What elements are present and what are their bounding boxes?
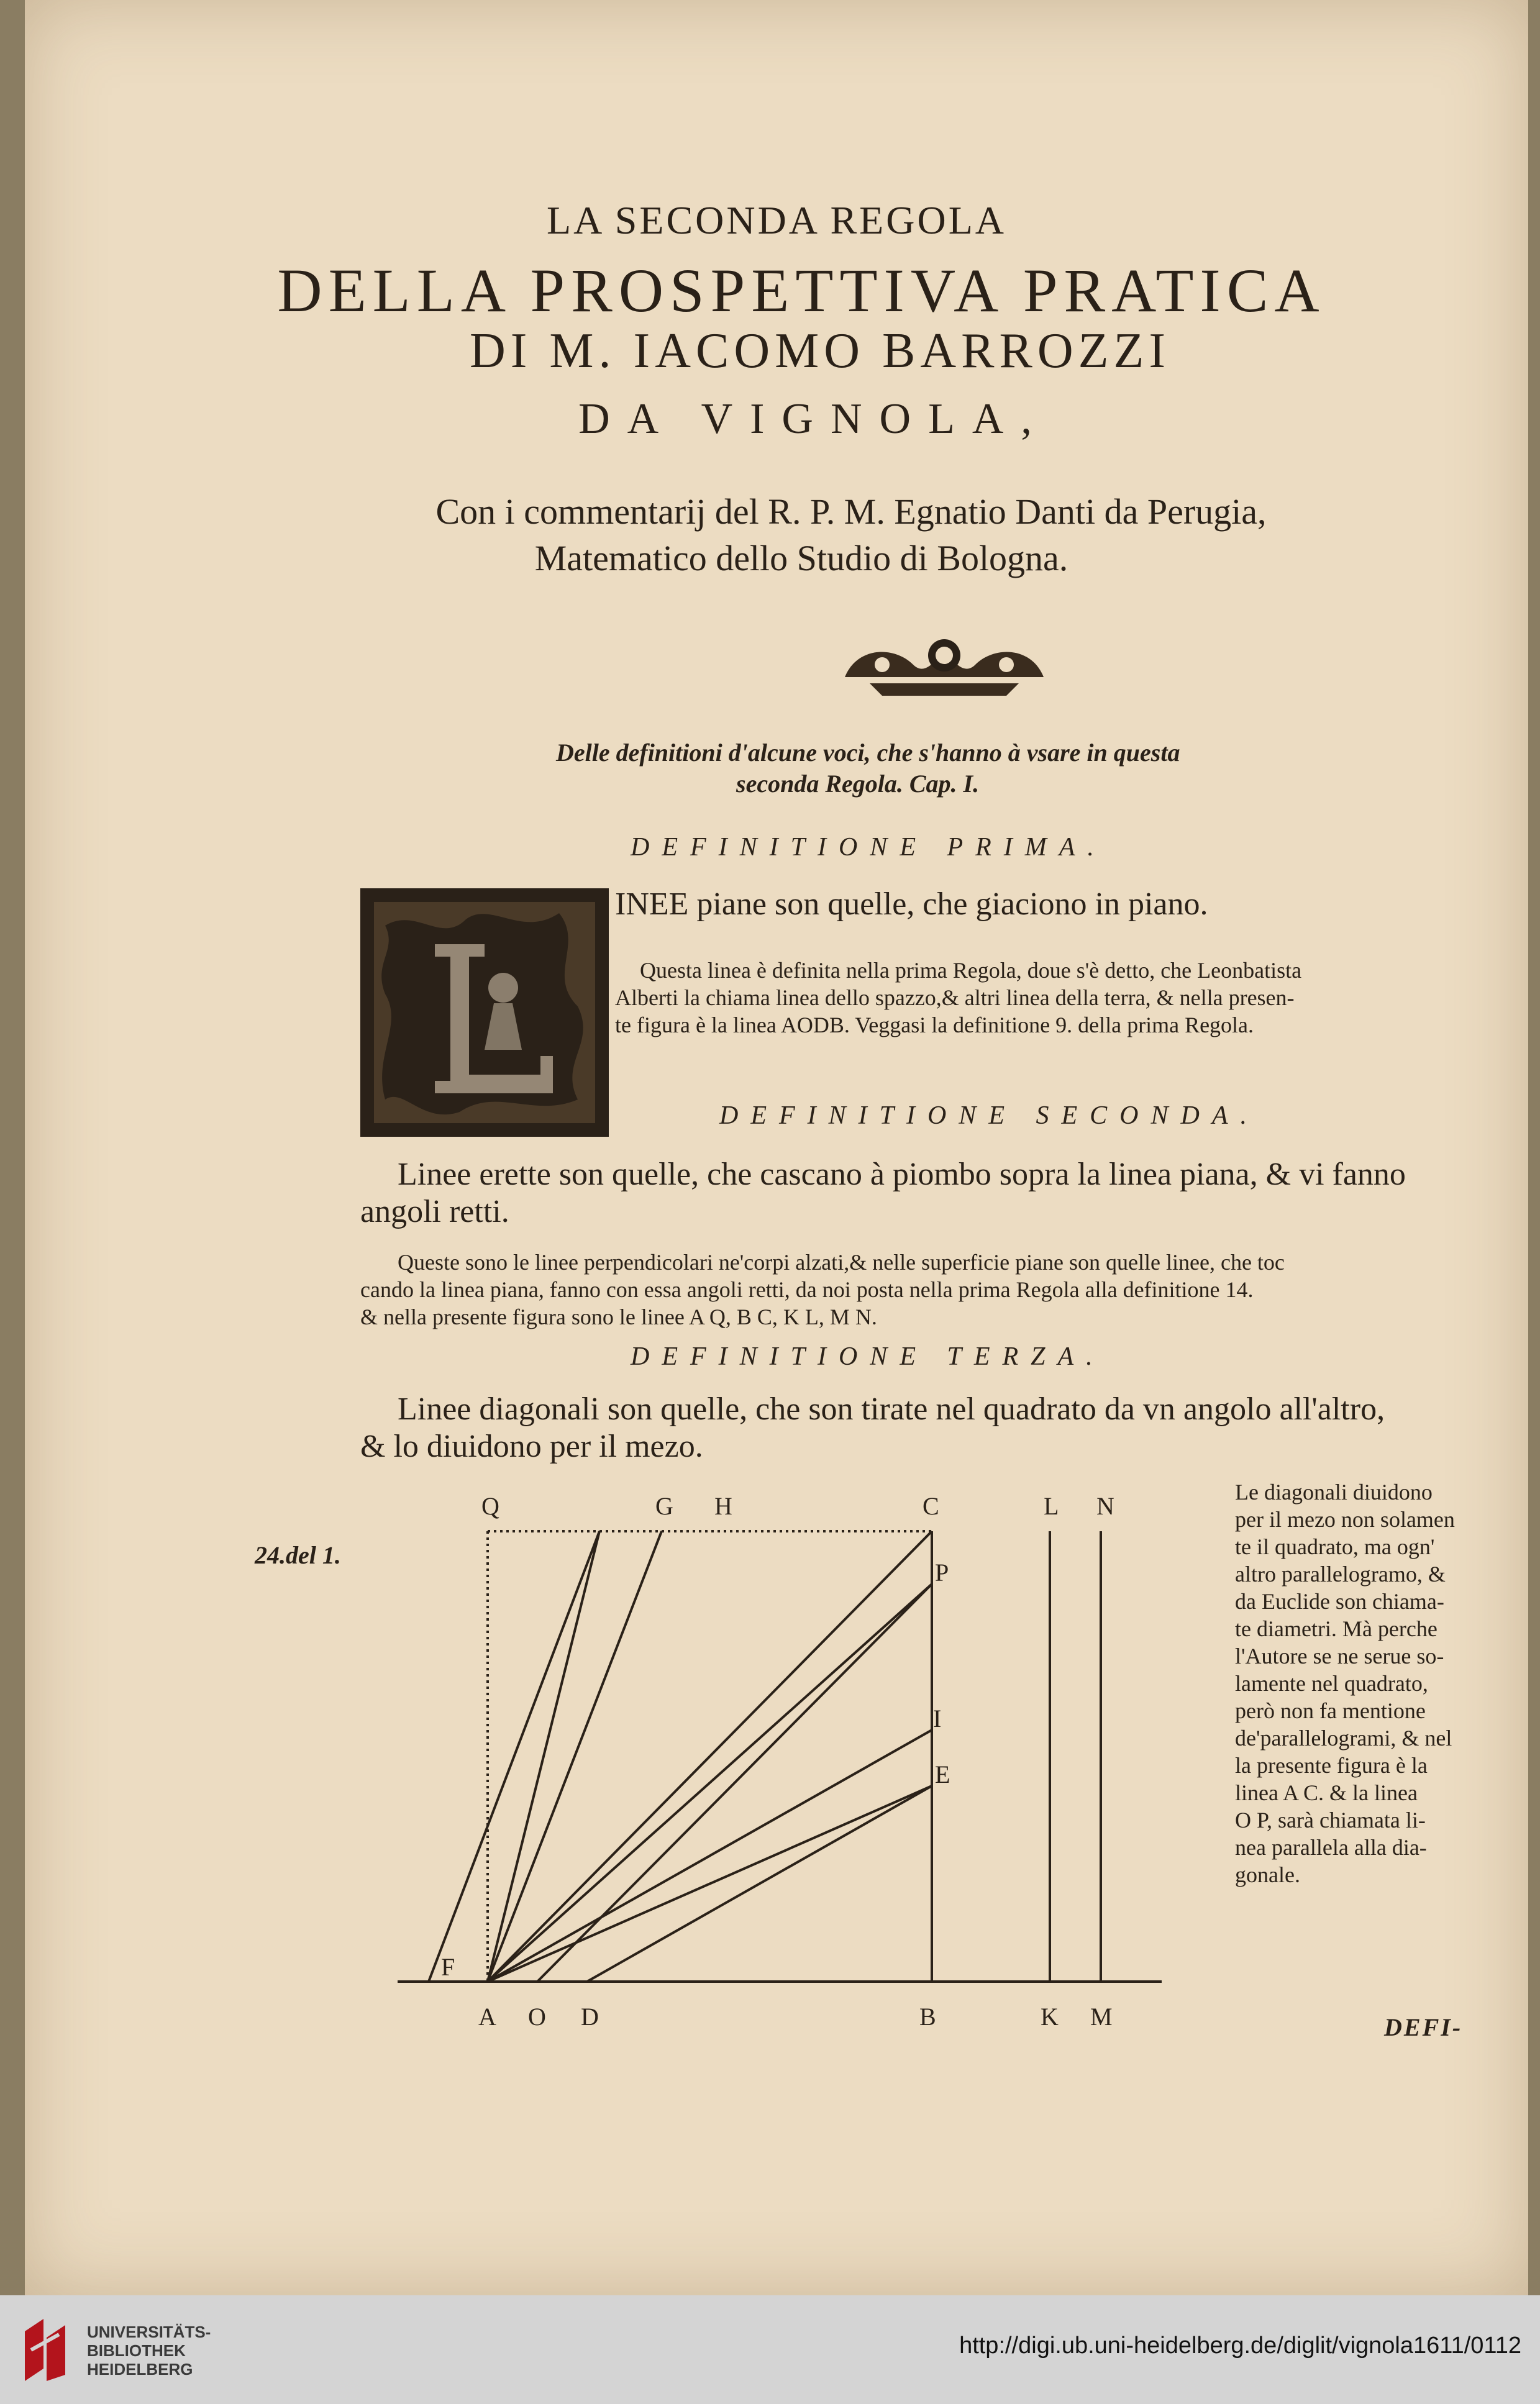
definition-2-text-line-2: angoli retti. (360, 1194, 509, 1229)
catchword: DEFI- (1384, 2013, 1463, 2041)
sidenote-line: nea parallela alla dia- (1235, 1835, 1427, 1860)
sidenote (1235, 1478, 1508, 1888)
library-logo-icon[interactable] (19, 2313, 75, 2387)
library-name-line: HEIDELBERG (87, 2360, 193, 2379)
definition-3-heading: DEFINITIONE TERZA. (631, 1342, 1105, 1371)
title-line-4: DA VIGNOLA, (578, 395, 1049, 443)
definition-2-comment-line-1: Queste sono le linee perpendicolari ne'corpi alzati,& nelle superficie piane son quelle linee, che toc (398, 1250, 1285, 1275)
label-n: N (1096, 1492, 1114, 1520)
label-d: D (581, 2003, 599, 2031)
label-o: O (528, 2003, 546, 2031)
margin-note: 24.del 1. (255, 1541, 341, 1569)
definition-1-comment-line-2: Alberti la chiama linea dello spazzo,& altri linea della terra, & nella presen- (615, 985, 1295, 1010)
definition-3-text-line-2: & lo diuidono per il mezo. (360, 1429, 703, 1464)
label-i: I (933, 1705, 942, 1732)
ornament-icon (832, 621, 1056, 702)
definition-1-comment-line-3: te figura è la linea AODB. Veggasi la definitione 9. della prima Regola. (615, 1013, 1254, 1037)
perspective-figure (348, 1478, 1218, 2037)
definition-3-text-line-1: Linee diagonali son quelle, che son tirate nel quadrato da vn angolo all'altro, (398, 1391, 1385, 1427)
label-e: E (935, 1760, 950, 1788)
title-line-6: Matematico dello Studio di Bologna. (534, 538, 1068, 578)
label-p: P (935, 1559, 949, 1587)
decorated-initial-icon (360, 888, 609, 1137)
sidenote-line: altro parallelogramo, & (1235, 1562, 1446, 1587)
label-q: Q (481, 1492, 499, 1520)
permalink[interactable]: http://digi.ub.uni-heidelberg.de/diglit/vignola1611/0112 (959, 2333, 1521, 2359)
label-a: A (478, 2003, 496, 2031)
label-f: F (441, 1953, 455, 1981)
label-m: M (1090, 2003, 1113, 2031)
viewer-footer (0, 2295, 1540, 2404)
sidenote-line: lamente nel quadrato, (1235, 1671, 1428, 1696)
title-line-3: DI M. IACOMO BARROZZI (470, 324, 1170, 378)
library-name-line: BIBLIOTHEK (87, 2341, 186, 2360)
chapter-heading-1: Delle definitioni d'alcune voci, che s'hanno à vsare in questa (556, 739, 1180, 767)
label-k: K (1041, 2003, 1059, 2031)
sidenote-line: però non fa mentione (1235, 1698, 1426, 1723)
label-g: G (655, 1492, 673, 1520)
sidenote-line: la presente figura è la (1235, 1753, 1428, 1778)
sidenote-line: per il mezo non solamen (1235, 1507, 1455, 1532)
library-name-line: UNIVERSITÄTS- (87, 2323, 211, 2341)
title-line-2: DELLA PROSPETTIVA PRATICA (277, 256, 1326, 325)
definition-2-comment-line-3: & nella presente figura sono le linee A Q, B C, K L, M N. (360, 1304, 877, 1329)
sidenote-line: gonale. (1235, 1862, 1300, 1887)
label-c: C (923, 1492, 939, 1520)
sidenote-line: te il quadrato, ma ogn' (1235, 1534, 1435, 1559)
chapter-heading-2: seconda Regola. Cap. I. (736, 770, 980, 798)
sidenote-line: l'Autore se ne serue so- (1235, 1644, 1444, 1669)
definition-1-comment-line-1: Questa linea è definita nella prima Regola, doue s'è detto, che Leonbatista (640, 958, 1302, 983)
definition-2-comment-line-2: cando la linea piana, fanno con essa angoli retti, da noi posta nella prima Regola alla definitione 14. (360, 1277, 1254, 1302)
title-line-5: Con i commentarij del R. P. M. Egnatio Danti da Perugia, (435, 491, 1267, 532)
sidenote-line: da Euclide son chiama- (1235, 1589, 1444, 1614)
label-h: H (714, 1492, 732, 1520)
definition-1-text: INEE piane son quelle, che giaciono in piano. (615, 886, 1208, 922)
title-line-1: LA SECONDA REGOLA (546, 198, 1007, 242)
definition-2-text-line-1: Linee erette son quelle, che cascano à piombo sopra la linea piana, & vi fanno (398, 1157, 1406, 1192)
book-page (25, 0, 1528, 2295)
sidenote-line: te diametri. Mà perche (1235, 1616, 1437, 1641)
definition-2-heading: DEFINITIONE SECONDA. (719, 1101, 1259, 1130)
library-name[interactable] (87, 2323, 211, 2379)
label-l: L (1044, 1492, 1059, 1520)
sidenote-line: de'parallelogrami, & nel (1235, 1726, 1452, 1751)
definition-1-heading: DEFINITIONE PRIMA. (631, 833, 1106, 862)
label-b: B (919, 2003, 936, 2031)
sidenote-line: linea A C. & la linea (1235, 1780, 1418, 1805)
sidenote-line: O P, sarà chiamata li- (1235, 1808, 1426, 1833)
sidenote-line: Le diagonali diuidono (1235, 1480, 1433, 1505)
